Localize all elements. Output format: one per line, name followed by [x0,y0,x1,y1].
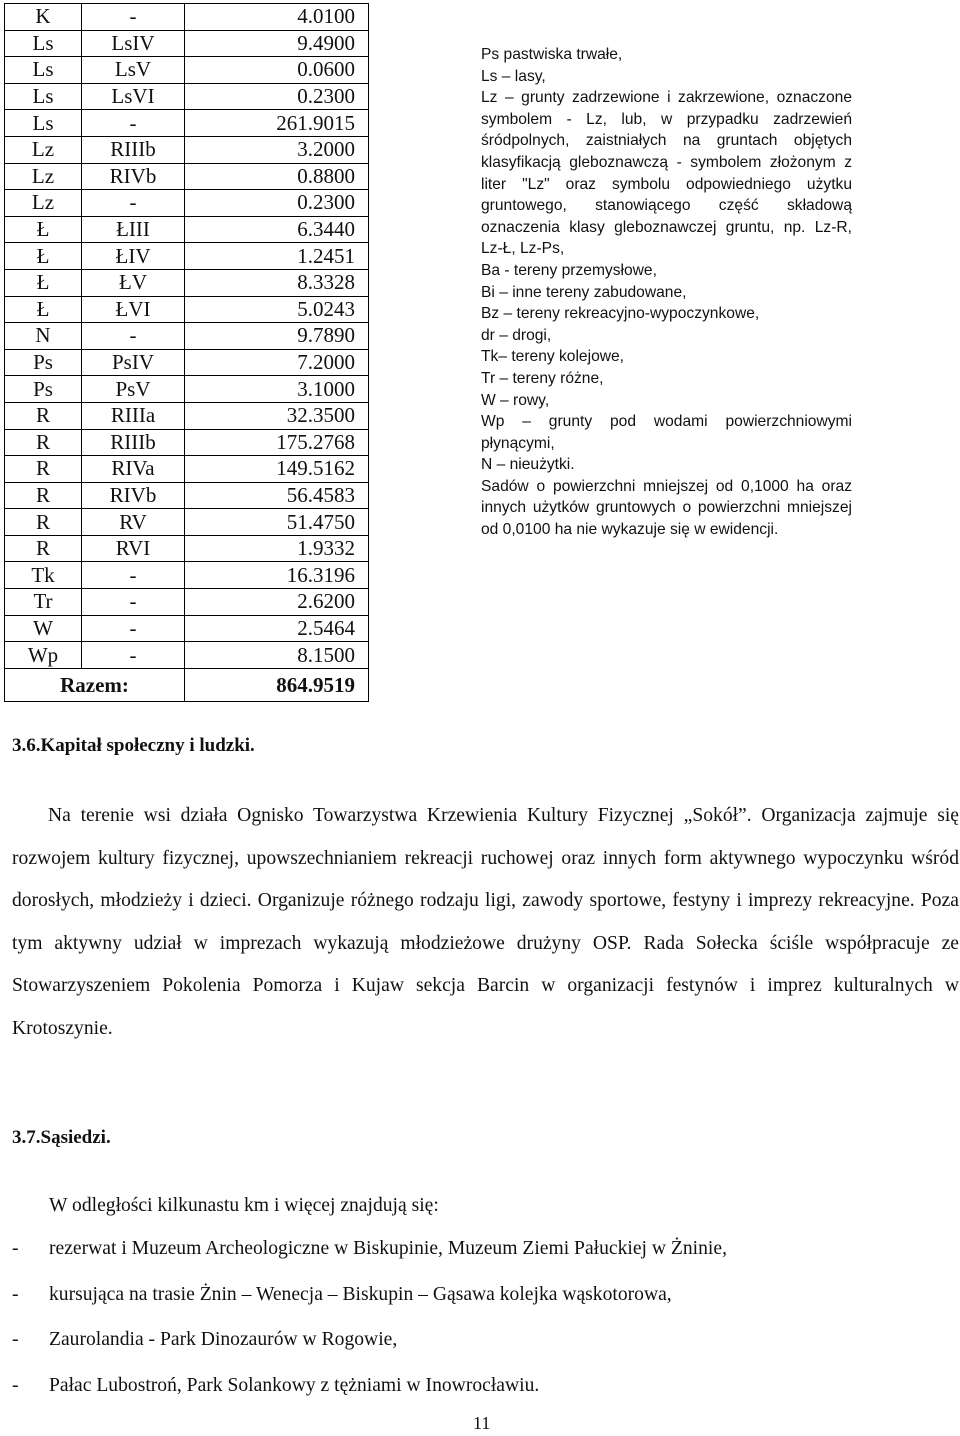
soil-class-cell: RIVb [82,482,185,509]
legend-entry: Tk– tereny kolejowe, [481,348,625,366]
land-use-legend [481,44,852,541]
land-use-cell: Ł [5,243,82,270]
soil-class-cell: PsV [82,376,185,403]
area-cell: 0.8800 [185,163,369,190]
area-cell: 0.0600 [185,57,369,84]
soil-class-cell: - [82,110,185,137]
area-cell: 8.1500 [185,642,369,669]
section-heading-neighbours: 3.7.Sąsiedzi. [12,1127,111,1148]
soil-class-cell: RIIIa [82,402,185,429]
table-row [5,296,369,323]
list-item [12,1272,727,1318]
page-number: 11 [473,1413,491,1433]
soil-class-cell: RVI [82,535,185,562]
land-use-cell: Wp [5,642,82,669]
land-use-cell: R [5,482,82,509]
land-use-cell: Ł [5,269,82,296]
area-cell: 7.2000 [185,349,369,376]
list-dash: - [12,1238,19,1259]
area-cell: 4.0100 [185,4,369,31]
land-use-cell: R [5,402,82,429]
table-row [5,429,369,456]
land-use-cell: R [5,535,82,562]
area-cell: 1.2451 [185,243,369,270]
soil-class-cell: ŁIII [82,216,185,243]
land-use-cell: R [5,456,82,483]
land-use-cell: Ł [5,296,82,323]
legend-entry: Bz – tereny rekreacyjno-wypoczynkowe, [481,305,760,323]
table-row [5,83,369,110]
area-cell: 8.3328 [185,269,369,296]
total-row [5,668,369,701]
soil-class-cell: ŁVI [82,296,185,323]
legend-entry: dr – drogi, [481,326,552,344]
table-row [5,163,369,190]
land-use-cell: Lz [5,190,82,217]
table-row [5,349,369,376]
land-use-cell: Lz [5,163,82,190]
area-cell: 261.9015 [185,110,369,137]
table-row [5,402,369,429]
land-use-cell: W [5,615,82,642]
soil-class-cell: RIIIb [82,429,185,456]
area-cell: 3.1000 [185,376,369,403]
legend-entry: Sadów o powierzchni mniejszej od 0,1000 ha oraz innych użytków gruntowych o powierzchni mniejszej od 0,0100 ha nie wykazuje się w ewidencji. [481,477,852,539]
land-use-cell: N [5,323,82,350]
land-use-cell: K [5,4,82,31]
legend-entry: Lz – grunty zadrzewione i zakrzewione, oznaczone symbolem - Lz, lub, w przypadku zadrzewień śródpolnych, zaistniałych na gruntach objętych klasyfikacją gleboznawczą - symbolem złożonym z liter "Lz" oraz symbolu odpowiedniego użytku gruntowego, stanowiącego część składową oznaczenia klasy gleboznawczej gruntu, np. Lz-R, Lz-Ł, Lz-Ps, [481,89,852,258]
land-use-rows [5,4,369,669]
list-item-text: rezerwat i Muzeum Archeologiczne w Biskupinie, Muzeum Ziemi Pałuckiej w Żninie, [49,1238,727,1259]
table-row [5,482,369,509]
land-use-cell: Lz [5,136,82,163]
soil-class-cell: LsIV [82,30,185,57]
area-cell: 16.3196 [185,562,369,589]
table-row [5,30,369,57]
soil-class-cell: - [82,615,185,642]
soil-class-cell: LsV [82,57,185,84]
paragraph-text: Na terenie wsi działa Ognisko Towarzystwa Krzewienia Kultury Fizycznej „Sokół”. Organizacja zajmuje się rozwojem kultury fizycznej, upowszechnianiem rekreacji ruchowej oraz innych form aktywnego wypoczynku wśród dorosłych, młodzieży i dzieci. Organizuje różnego rodzaju ligi, zawody sportowe, festyny i imprezy rekreacyjne. Poza tym aktywny udział w imprezach wykazują młodzieżowe drużyny OSP. Rada Sołecka ściśle współpracuje ze Stowarzyszeniem Pokolenia Pomorza i Kujaw sekcja Barcin w organizacji festynów i imprez kulturalnych w Krotoszynie. [12,805,959,1039]
land-use-cell: Ł [5,216,82,243]
area-cell: 175.2768 [185,429,369,456]
land-use-cell: Tk [5,562,82,589]
soil-class-cell: RIIIb [82,136,185,163]
total-value: 864.9519 [185,668,369,701]
table-row [5,323,369,350]
legend-entry: Tr – tereny różne, [481,369,604,387]
area-cell: 5.0243 [185,296,369,323]
area-cell: 0.2300 [185,83,369,110]
total-label: Razem: [5,668,185,701]
land-use-cell: Ls [5,83,82,110]
area-cell: 0.2300 [185,190,369,217]
table-row [5,4,369,31]
soil-class-cell: ŁV [82,269,185,296]
table-row [5,269,369,296]
area-cell: 56.4583 [185,482,369,509]
table-row [5,190,369,217]
soil-class-cell: PsIV [82,349,185,376]
list-item [12,1363,727,1409]
area-cell: 2.6200 [185,589,369,616]
legend-entry: Wp – grunty pod wodami powierzchniowymi płynącymi, [481,413,852,452]
area-cell: 1.9332 [185,535,369,562]
legend-entry: W – rowy, [481,391,550,409]
table-row [5,216,369,243]
soil-class-cell: RV [82,509,185,536]
land-use-cell: R [5,509,82,536]
soil-class-cell: - [82,323,185,350]
soil-class-cell: - [82,4,185,31]
legend-entry: N – nieużytki. [481,456,575,474]
table-row [5,589,369,616]
soil-class-cell: - [82,642,185,669]
area-cell: 32.3500 [185,402,369,429]
area-cell: 3.2000 [185,136,369,163]
legend-entry: Bi – inne tereny zabudowane, [481,283,687,301]
legend-entry: Ba - tereny przemysłowe, [481,261,657,279]
social-capital-paragraph [12,795,959,1050]
list-dash: - [12,1283,19,1305]
list-item-text: kursująca na trasie Żnin – Wenecja – Biskupin – Gąsawa kolejka wąskotorowa, [49,1283,672,1305]
area-cell: 6.3440 [185,216,369,243]
land-use-cell: R [5,429,82,456]
area-cell: 2.5464 [185,615,369,642]
list-dash: - [12,1374,19,1396]
soil-class-cell: - [82,589,185,616]
land-use-cell: Ls [5,30,82,57]
soil-class-cell: LsVI [82,83,185,110]
table-row [5,642,369,669]
land-use-cell: Ps [5,376,82,403]
table-row [5,136,369,163]
section-heading-social-capital: 3.6.Kapitał społeczny i ludzki. [12,735,255,756]
table-row [5,376,369,403]
table-row [5,509,369,536]
area-cell: 51.4750 [185,509,369,536]
area-cell: 149.5162 [185,456,369,483]
legend-entry: Ls – lasy, [481,67,546,85]
land-use-cell: Tr [5,589,82,616]
neighbours-intro: W odległości kilkunastu km i więcej znajdują się: [49,1195,439,1216]
table-row [5,456,369,483]
land-use-table [4,3,369,702]
land-use-cell: Ls [5,57,82,84]
area-cell: 9.4900 [185,30,369,57]
area-cell: 9.7890 [185,323,369,350]
soil-class-cell: - [82,562,185,589]
table-row [5,243,369,270]
soil-class-cell: - [82,190,185,217]
list-item-text: Pałac Lubostroń, Park Solankowy z tężniami w Inowrocławiu. [49,1374,540,1396]
soil-class-cell: ŁIV [82,243,185,270]
soil-class-cell: RIVb [82,163,185,190]
table-row [5,562,369,589]
land-use-cell: Ls [5,110,82,137]
list-item [12,1317,727,1363]
legend-entry: Ps pastwiska trwałe, [481,46,623,63]
table-row [5,57,369,84]
neighbours-list [12,1226,727,1408]
table-row [5,615,369,642]
table-row [5,110,369,137]
list-item-text: Zaurolandia - Park Dinozaurów w Rogowie, [49,1329,398,1350]
land-use-cell: Ps [5,349,82,376]
table-row [5,535,369,562]
list-item [12,1226,727,1272]
soil-class-cell: RIVa [82,456,185,483]
list-dash: - [12,1329,19,1350]
